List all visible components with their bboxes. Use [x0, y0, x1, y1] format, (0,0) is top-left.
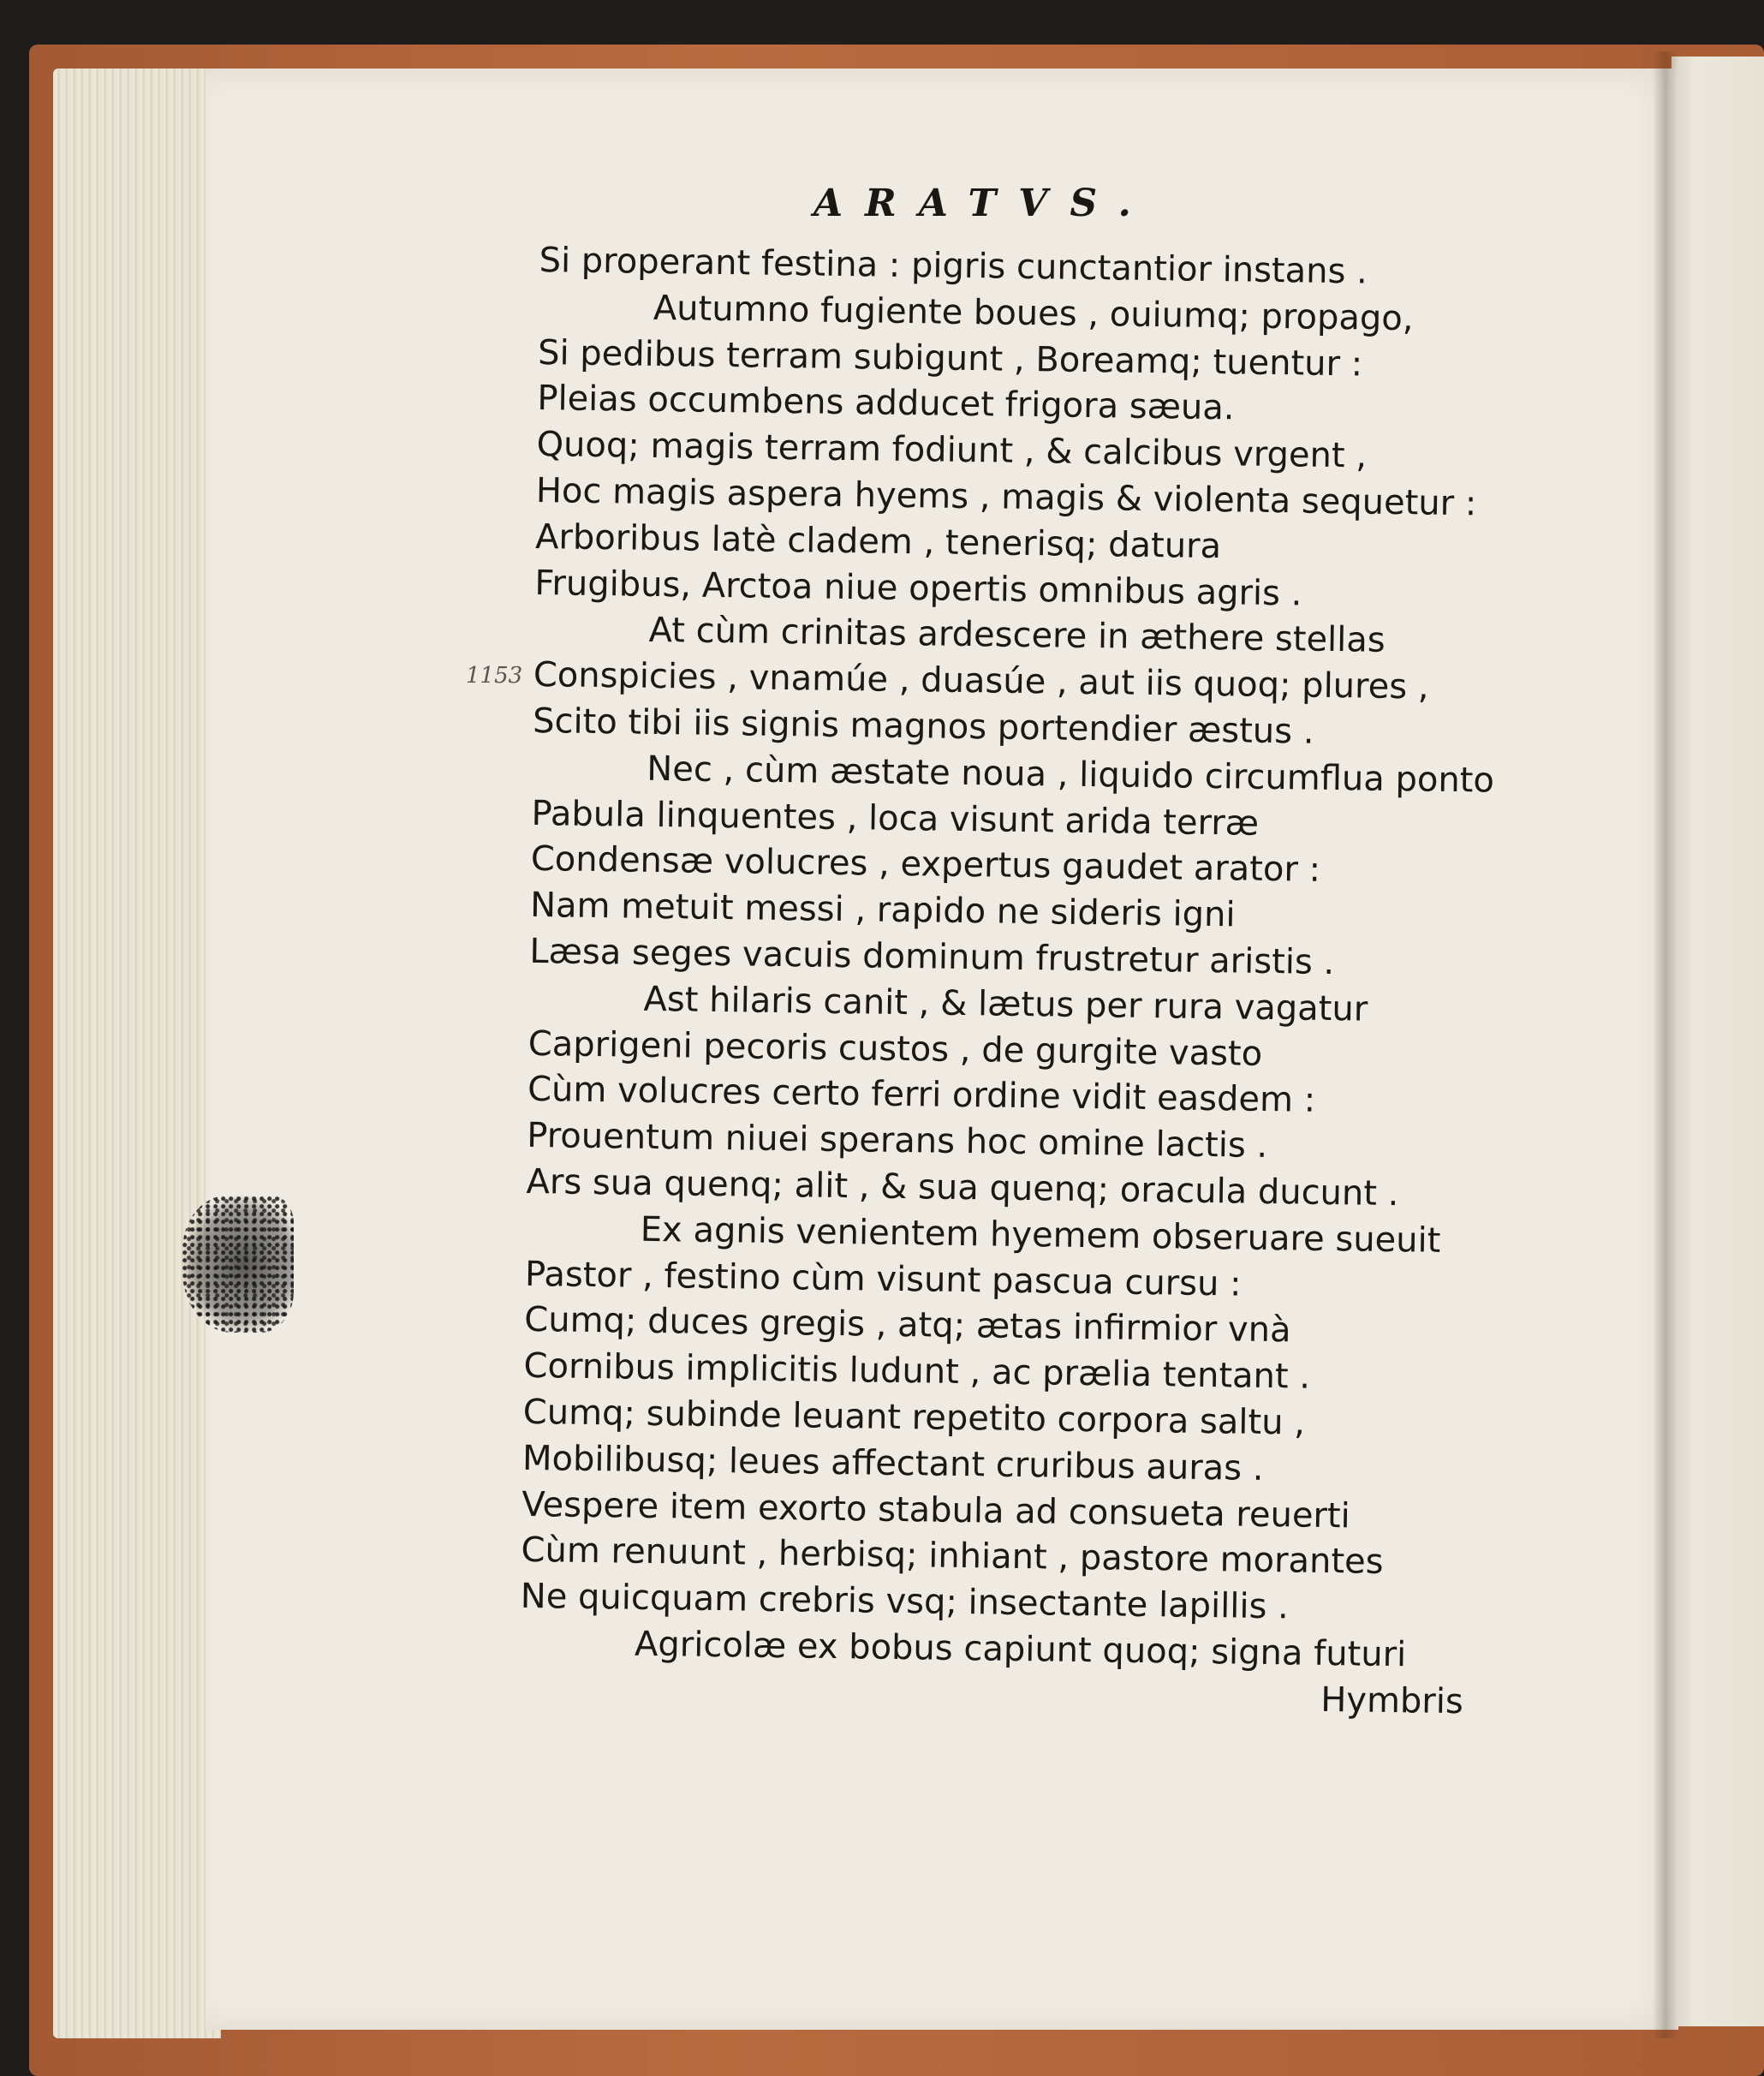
verse-line: Conspicies , vnamúe , duasúe , aut iis quoq; plures ,: [533, 655, 1429, 707]
facing-page-edge: [1672, 57, 1764, 2026]
verse-line: Ars sua quenq; alit , & sua quenq; oracula ducunt .: [526, 1161, 1399, 1214]
verse-line: Agricolæ ex bobus capiunt quoq; signa futuri: [634, 1624, 1407, 1675]
verse-line: Caprigeni pecoris custos , de gurgite vasto: [527, 1023, 1263, 1074]
verse-line: Autumno fugiente boues , ouiumq; propago,: [653, 288, 1414, 339]
verse-line: Condensæ volucres , expertus gaudet arator :: [530, 839, 1321, 891]
verse-line: Cùm volucres certo ferri ordine vidit easdem :: [527, 1070, 1316, 1121]
verse-line: Ex agnis venientem hyemem obseruare sueuit: [640, 1209, 1441, 1261]
verse-line: Nec , cùm æstate noua , liquido circumflua ponto: [647, 749, 1495, 801]
verse-line: Ne quicquam crebris vsq; insectante lapillis .: [520, 1576, 1290, 1627]
verse-line: Frugibus, Arctoa niue opertis omnibus agris .: [534, 563, 1302, 614]
verse-line: Mobilibusq; leues affectant cruribus auras .: [521, 1438, 1264, 1488]
verse-line: Cumq; duces gregis , atq; ætas infirmior vnà: [524, 1300, 1291, 1351]
verse-line: Scito tibi iis signis magnos portendier æstus .: [532, 701, 1314, 752]
verse-line: Pleias occumbens adducet frigora sæua.: [537, 379, 1235, 428]
verse-line: Vespere item exorto stabula ad consueta reuerti: [521, 1484, 1351, 1536]
running-head: ARATVS.: [813, 182, 1153, 225]
book-gutter: [1653, 51, 1678, 2038]
verse-line: Quoq; magis terram fodiunt , & calcibus vrgent ,: [536, 425, 1368, 476]
verse-line: Prouentum niuei sperans hoc omine lactis .: [527, 1116, 1268, 1166]
margin-note: 1153: [466, 663, 523, 689]
page-edges: [53, 69, 221, 2038]
verse-line: Læsa seges vacuis dominum frustretur aristis .: [529, 931, 1335, 982]
verse-line: Si pedibus terram subigunt , Boreamq; tuentur :: [537, 332, 1363, 385]
verse-line: Cornibus implicitis ludunt , ac prælia tentant .: [523, 1345, 1311, 1397]
verse-line: Hoc magis aspera hyems , magis & violenta sequetur :: [535, 470, 1477, 524]
verse-line: Cùm renuunt , herbisq; inhiant , pastore morantes: [521, 1530, 1384, 1583]
catchword: Hymbris: [1320, 1679, 1464, 1721]
verse-line: Ast hilaris canit , & lætus per rura vagatur: [643, 979, 1368, 1029]
ink-smudge: [182, 1196, 294, 1333]
verse-line: Cumq; subinde leuant repetito corpora saltu ,: [522, 1392, 1306, 1443]
poem-text: [519, 238, 1567, 1727]
verse-line: Arboribus latè cladem , tenerisq; datura: [534, 516, 1222, 566]
verse-line: Pabula linquentes , loca visunt arida terræ: [531, 793, 1260, 844]
verse-line: Pastor , festino cùm visunt pascua cursu :: [524, 1254, 1242, 1304]
verse-line: At cùm crinitas ardescere in æthere stellas: [648, 611, 1386, 661]
verse-line: Nam metuit messi , rapido ne sideris igni: [529, 886, 1236, 935]
verse-line: Si properant festina : pigris cunctantior instans .: [539, 240, 1368, 292]
